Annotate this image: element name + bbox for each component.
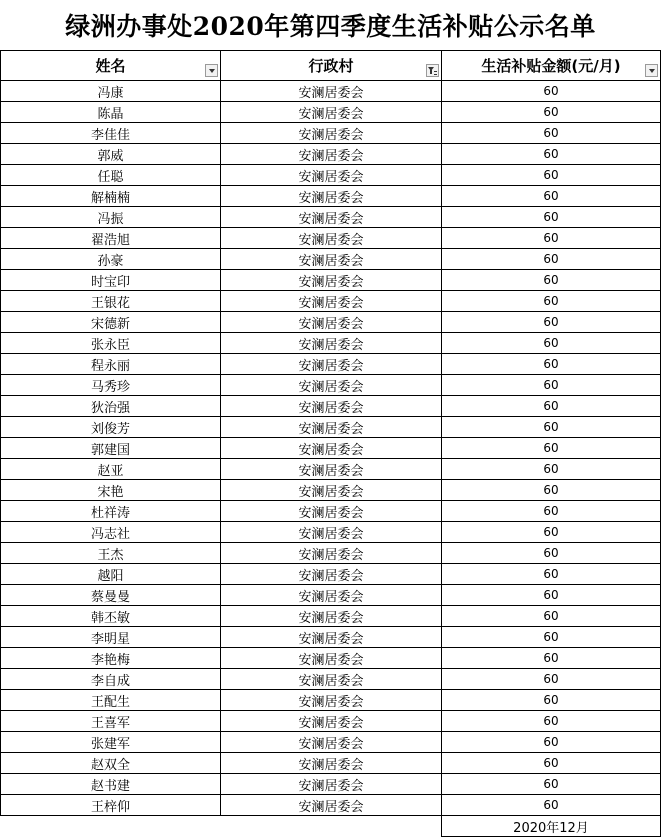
name-cell[interactable]: 冯康 xyxy=(1,81,221,102)
village-cell[interactable]: 安澜居委会 xyxy=(221,165,442,186)
header-row xyxy=(1,51,661,81)
table-row xyxy=(1,207,661,228)
name-cell[interactable]: 冯志社 xyxy=(1,522,221,543)
header-name-label: 姓名 xyxy=(95,57,126,75)
header-amount-label: 生活补贴金额(元/月) xyxy=(481,57,621,75)
amount-cell[interactable]: 60 xyxy=(442,123,661,144)
name-cell[interactable]: 王梓仰 xyxy=(1,795,221,816)
table-row xyxy=(1,165,661,186)
name-cell[interactable]: 任聪 xyxy=(1,165,221,186)
name-cell[interactable]: 陈晶 xyxy=(1,102,221,123)
table-row xyxy=(1,606,661,627)
table-row xyxy=(1,228,661,249)
table-row xyxy=(1,291,661,312)
amount-cell[interactable]: 60 xyxy=(442,774,661,795)
name-cell[interactable]: 狄治强 xyxy=(1,396,221,417)
amount-cell[interactable]: 60 xyxy=(442,312,661,333)
name-cell[interactable]: 宋艳 xyxy=(1,480,221,501)
village-cell[interactable]: 安澜居委会 xyxy=(221,270,442,291)
name-cell[interactable]: 李佳佳 xyxy=(1,123,221,144)
village-cell[interactable]: 安澜居委会 xyxy=(221,417,442,438)
table-row xyxy=(1,396,661,417)
village-cell[interactable]: 安澜居委会 xyxy=(221,207,442,228)
name-cell[interactable]: 张建军 xyxy=(1,732,221,753)
village-cell[interactable]: 安澜居委会 xyxy=(221,291,442,312)
village-cell[interactable]: 安澜居委会 xyxy=(221,522,442,543)
amount-cell[interactable]: 60 xyxy=(442,606,661,627)
footer-row xyxy=(1,816,661,837)
table-row xyxy=(1,648,661,669)
amount-cell[interactable]: 60 xyxy=(442,165,661,186)
table-row xyxy=(1,753,661,774)
village-cell[interactable]: 安澜居委会 xyxy=(221,648,442,669)
amount-cell[interactable]: 60 xyxy=(442,732,661,753)
table-row xyxy=(1,312,661,333)
name-cell[interactable]: 越阳 xyxy=(1,564,221,585)
amount-cell[interactable]: 60 xyxy=(442,144,661,165)
village-cell[interactable]: 安澜居委会 xyxy=(221,81,442,102)
village-cell[interactable]: 安澜居委会 xyxy=(221,249,442,270)
village-cell[interactable]: 安澜居委会 xyxy=(221,396,442,417)
amount-cell[interactable]: 60 xyxy=(442,480,661,501)
amount-cell[interactable]: 60 xyxy=(442,564,661,585)
amount-cell[interactable]: 60 xyxy=(442,501,661,522)
village-cell[interactable]: 安澜居委会 xyxy=(221,774,442,795)
village-cell[interactable]: 安澜居委会 xyxy=(221,627,442,648)
table-row xyxy=(1,522,661,543)
header-village-cell[interactable] xyxy=(221,51,442,81)
village-cell[interactable]: 安澜居委会 xyxy=(221,144,442,165)
table-row xyxy=(1,144,661,165)
name-cell[interactable]: 解楠楠 xyxy=(1,186,221,207)
header-name-cell[interactable] xyxy=(1,51,221,81)
village-cell[interactable]: 安澜居委会 xyxy=(221,711,442,732)
name-cell[interactable]: 宋德新 xyxy=(1,312,221,333)
amount-cell[interactable]: 60 xyxy=(442,186,661,207)
amount-cell[interactable]: 60 xyxy=(442,291,661,312)
footer-date[interactable]: 2020年12月 xyxy=(442,816,661,837)
table-row xyxy=(1,669,661,690)
table-row xyxy=(1,732,661,753)
name-cell[interactable]: 翟浩旭 xyxy=(1,228,221,249)
village-cell[interactable]: 安澜居委会 xyxy=(221,585,442,606)
table-row xyxy=(1,543,661,564)
name-cell[interactable]: 蔡曼曼 xyxy=(1,585,221,606)
name-cell[interactable]: 李艳梅 xyxy=(1,648,221,669)
village-cell[interactable]: 安澜居委会 xyxy=(221,606,442,627)
table-row xyxy=(1,690,661,711)
name-dropdown-icon[interactable] xyxy=(205,64,218,77)
table-row xyxy=(1,249,661,270)
amount-cell[interactable]: 60 xyxy=(442,669,661,690)
table-row xyxy=(1,102,661,123)
table-row xyxy=(1,501,661,522)
amount-cell[interactable]: 60 xyxy=(442,627,661,648)
village-cell[interactable]: 安澜居委会 xyxy=(221,333,442,354)
village-cell[interactable]: 安澜居委会 xyxy=(221,102,442,123)
sheet-title: 绿洲办事处2020年第四季度生活补贴公示名单 xyxy=(65,12,596,41)
name-cell[interactable]: 韩丕敏 xyxy=(1,606,221,627)
village-cell[interactable]: 安澜居委会 xyxy=(221,669,442,690)
village-cell[interactable]: 安澜居委会 xyxy=(221,690,442,711)
table-row xyxy=(1,564,661,585)
village-cell[interactable]: 安澜居委会 xyxy=(221,501,442,522)
village-cell[interactable]: 安澜居委会 xyxy=(221,795,442,816)
table-row xyxy=(1,480,661,501)
table-row xyxy=(1,711,661,732)
table-row xyxy=(1,186,661,207)
amount-cell[interactable]: 60 xyxy=(442,795,661,816)
village-cell[interactable]: 安澜居委会 xyxy=(221,375,442,396)
village-filter-icon[interactable] xyxy=(426,64,439,77)
table-row xyxy=(1,333,661,354)
name-cell[interactable]: 赵双全 xyxy=(1,753,221,774)
header-village-label: 行政村 xyxy=(308,57,354,75)
amount-cell[interactable]: 60 xyxy=(442,459,661,480)
amount-cell[interactable]: 60 xyxy=(442,333,661,354)
name-cell[interactable]: 杜祥涛 xyxy=(1,501,221,522)
village-cell[interactable]: 安澜居委会 xyxy=(221,459,442,480)
village-cell[interactable]: 安澜居委会 xyxy=(221,186,442,207)
subsidy-table xyxy=(0,50,661,837)
table-row xyxy=(1,123,661,144)
amount-cell[interactable]: 60 xyxy=(442,585,661,606)
name-cell[interactable]: 王喜军 xyxy=(1,711,221,732)
table-row xyxy=(1,795,661,816)
village-cell[interactable]: 安澜居委会 xyxy=(221,312,442,333)
table-row xyxy=(1,627,661,648)
amount-cell[interactable]: 60 xyxy=(442,354,661,375)
name-cell[interactable]: 孙豪 xyxy=(1,249,221,270)
amount-cell[interactable]: 60 xyxy=(442,270,661,291)
table-row xyxy=(1,375,661,396)
amount-cell[interactable]: 60 xyxy=(442,690,661,711)
name-cell[interactable]: 郭威 xyxy=(1,144,221,165)
table-row xyxy=(1,585,661,606)
name-cell[interactable]: 李明星 xyxy=(1,627,221,648)
name-cell[interactable]: 时宝印 xyxy=(1,270,221,291)
name-cell[interactable]: 张永臣 xyxy=(1,333,221,354)
amount-cell[interactable]: 60 xyxy=(442,711,661,732)
footer-blank-2 xyxy=(221,816,442,837)
name-cell[interactable]: 王杰 xyxy=(1,543,221,564)
amount-cell[interactable]: 60 xyxy=(442,753,661,774)
village-cell[interactable]: 安澜居委会 xyxy=(221,228,442,249)
village-cell[interactable]: 安澜居委会 xyxy=(221,438,442,459)
amount-cell[interactable]: 60 xyxy=(442,438,661,459)
amount-cell[interactable]: 60 xyxy=(442,375,661,396)
amount-dropdown-icon[interactable] xyxy=(645,64,658,77)
name-cell[interactable]: 冯振 xyxy=(1,207,221,228)
amount-cell[interactable]: 60 xyxy=(442,228,661,249)
amount-cell[interactable]: 60 xyxy=(442,81,661,102)
amount-cell[interactable]: 60 xyxy=(442,648,661,669)
header-amount-cell[interactable] xyxy=(442,51,661,81)
amount-cell[interactable]: 60 xyxy=(442,522,661,543)
table-row xyxy=(1,459,661,480)
name-cell[interactable]: 赵书建 xyxy=(1,774,221,795)
table-row xyxy=(1,438,661,459)
village-cell[interactable]: 安澜居委会 xyxy=(221,564,442,585)
name-cell[interactable]: 刘俊芳 xyxy=(1,417,221,438)
amount-cell[interactable]: 60 xyxy=(442,417,661,438)
table-row xyxy=(1,774,661,795)
village-cell[interactable]: 安澜居委会 xyxy=(221,123,442,144)
table-row xyxy=(1,354,661,375)
name-cell[interactable]: 郭建国 xyxy=(1,438,221,459)
amount-cell[interactable]: 60 xyxy=(442,249,661,270)
footer-blank-1 xyxy=(1,816,221,837)
name-cell[interactable]: 王配生 xyxy=(1,690,221,711)
name-cell[interactable]: 赵亚 xyxy=(1,459,221,480)
name-cell[interactable]: 马秀珍 xyxy=(1,375,221,396)
village-cell[interactable]: 安澜居委会 xyxy=(221,480,442,501)
name-cell[interactable]: 程永丽 xyxy=(1,354,221,375)
village-cell[interactable]: 安澜居委会 xyxy=(221,732,442,753)
village-cell[interactable]: 安澜居委会 xyxy=(221,354,442,375)
amount-cell[interactable]: 60 xyxy=(442,102,661,123)
village-cell[interactable]: 安澜居委会 xyxy=(221,753,442,774)
table-row xyxy=(1,81,661,102)
table-row xyxy=(1,270,661,291)
table-row xyxy=(1,417,661,438)
amount-cell[interactable]: 60 xyxy=(442,207,661,228)
name-cell[interactable]: 王银花 xyxy=(1,291,221,312)
amount-cell[interactable]: 60 xyxy=(442,543,661,564)
name-cell[interactable]: 李自成 xyxy=(1,669,221,690)
village-cell[interactable]: 安澜居委会 xyxy=(221,543,442,564)
amount-cell[interactable]: 60 xyxy=(442,396,661,417)
